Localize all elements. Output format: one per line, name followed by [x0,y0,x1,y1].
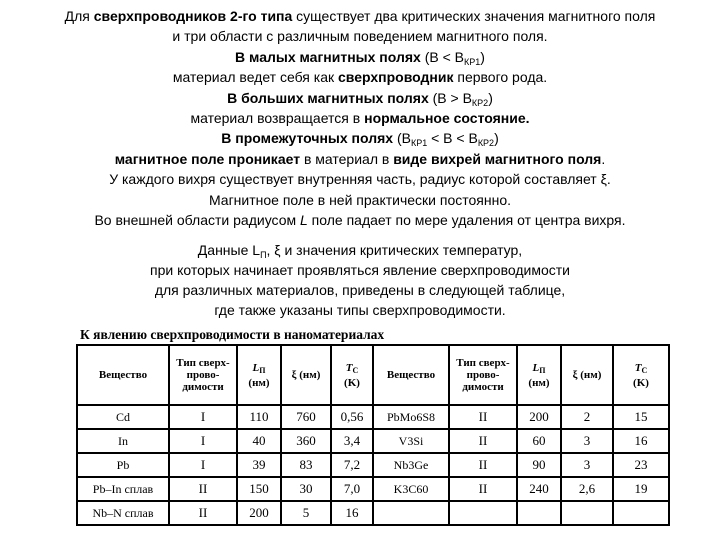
cell-type: I [169,429,237,453]
subscript: П [260,250,267,260]
symbol: L [532,361,540,374]
text: (B > B [428,89,472,106]
cell-xi-2: 2,6 [561,477,613,501]
cell-substance-2 [373,501,449,525]
cell-substance: In [77,429,169,453]
cell-substance-2: Nb3Ge [373,453,449,477]
text: ) [480,48,485,65]
text: Для [64,8,94,24]
cell-type-2: II [449,477,517,501]
table-row [77,477,669,501]
intro-line-11 [8,210,712,230]
subscript: КР2 [477,138,495,149]
intro-line-2: и три области с различным поведением магнитного поля. [172,28,548,45]
data-paragraph [60,240,660,320]
intro-line-6 [8,108,712,128]
emphasis: В больших магнитных полях [227,89,429,106]
header-type [169,345,237,405]
intro-line-1 [8,6,712,26]
cell-xi: 360 [281,429,331,453]
text: . [601,150,606,167]
header-type-2 [449,345,517,405]
header-xi-2: ξ (нм) [561,345,613,405]
cell-lp-2 [517,501,561,525]
cell-tc: 7,0 [331,477,373,501]
cell-xi-2: 3 [561,453,613,477]
text: поле падает по мере удаления от центра вихря. [307,212,626,229]
cell-lp: 150 [237,477,281,501]
cell-type: II [169,477,237,501]
cell-lp: 39 [237,453,281,477]
cell-substance: Nb–N сплав [77,501,169,525]
header-lp-2 [517,345,561,405]
header-type-text: Тип сверх- прово- димости [456,357,510,393]
cell-substance: Pb–In сплав [77,477,169,501]
text: Данные L [197,242,261,258]
cell-tc-2 [613,501,669,525]
header-substance: Вещество [77,345,169,405]
cell-lp: 110 [237,405,281,429]
symbol: T [345,361,353,374]
cell-tc-2: 16 [613,429,669,453]
intro-line-4 [8,67,712,87]
intro-line-9: У каждого вихря существует внутренняя часть, радиус которой составляет ξ. [109,171,611,188]
data-line-4: где также указаны типы сверхпроводимости. [214,302,506,318]
cell-substance-2: K3C60 [373,477,449,501]
header-tc [331,345,373,405]
text: ) [494,130,499,147]
cell-xi: 83 [281,453,331,477]
text: (B < B [420,48,465,65]
cell-tc-2: 23 [613,453,669,477]
unit: (K) [344,376,360,389]
cell-xi: 5 [281,501,331,525]
cell-lp: 40 [237,429,281,453]
unit: (K) [633,376,649,389]
header-lp [237,345,281,405]
table-title: К явлению сверхпроводимости в наноматериалах [80,327,385,342]
cell-type-2: II [449,405,517,429]
data-line-1 [60,240,660,260]
cell-tc-2: 19 [613,477,669,501]
text: первого рода. [453,69,548,86]
subscript: КР1 [410,138,428,149]
symbol: L [300,212,308,229]
intro-line-8 [8,149,712,169]
subscript: C [352,365,359,375]
cell-substance-2: V3Si [373,429,449,453]
table-row [77,405,669,429]
cell-lp: 200 [237,501,281,525]
intro-line-5 [8,88,712,108]
header-xi: ξ (нм) [281,345,331,405]
subscript: П [259,365,266,375]
cell-type-2: II [449,429,517,453]
unit: (нм) [248,376,270,389]
text: ) [488,89,493,106]
text: (B [393,130,411,147]
symbol: T [634,361,642,374]
emphasis: нормальное состояние. [364,110,530,127]
cell-type: II [169,501,237,525]
cell-lp-2: 90 [517,453,561,477]
cell-substance: Cd [77,405,169,429]
subscript: КР2 [471,97,489,108]
superconductivity-table [76,344,670,526]
cell-tc-2: 15 [613,405,669,429]
text: < B < B [427,130,478,147]
cell-type: I [169,453,237,477]
emphasis: сверхпроводников 2-го типа [93,8,293,24]
cell-type-2 [449,501,517,525]
symbol: L [252,361,260,374]
intro-line-3 [8,47,712,67]
header-substance-2: Вещество [373,345,449,405]
data-line-3: для различных материалов, приведены в следующей таблице, [154,282,566,298]
data-line-2: при которых начинает проявляться явление сверхпроводимости [150,262,570,278]
cell-lp-2: 60 [517,429,561,453]
table-header-row [77,345,669,405]
emphasis: сверхпроводник [338,69,454,86]
cell-substance: Pb [77,453,169,477]
emphasis: В промежуточных полях [221,130,394,147]
table-row [77,453,669,477]
intro-line-10: Магнитное поле в ней практически постоянно. [208,191,512,208]
intro-line-7 [8,128,712,148]
text: в материал в [300,150,394,167]
subscript: C [641,365,648,375]
emphasis: В малых магнитных полях [235,48,421,65]
subscript: КР1 [464,56,481,67]
emphasis: виде вихрей магнитного поля [393,150,602,167]
text: существует два критических значения магнитного поля [292,8,656,24]
text: материал возвращается в [190,110,365,127]
cell-tc: 16 [331,501,373,525]
cell-xi: 30 [281,477,331,501]
subscript: П [539,365,546,375]
text: Во внешней области радиусом [94,212,300,229]
unit: (нм) [528,376,550,389]
header-tc-2 [613,345,669,405]
text: материал ведет себя как [172,69,339,86]
cell-type: I [169,405,237,429]
text: , ξ и значения критических температур, [266,242,523,258]
intro-paragraph [8,6,712,230]
cell-tc: 0,56 [331,405,373,429]
cell-xi: 760 [281,405,331,429]
cell-lp-2: 200 [517,405,561,429]
cell-xi-2 [561,501,613,525]
cell-type-2: II [449,453,517,477]
emphasis: магнитное поле проникает [114,150,301,167]
cell-tc: 7,2 [331,453,373,477]
header-type-text: Тип сверх- прово- димости [176,357,230,393]
cell-tc: 3,4 [331,429,373,453]
cell-xi-2: 3 [561,429,613,453]
cell-substance-2: PbMo6S8 [373,405,449,429]
table-row [77,429,669,453]
cell-xi-2: 2 [561,405,613,429]
cell-lp-2: 240 [517,477,561,501]
table-row [77,501,669,525]
